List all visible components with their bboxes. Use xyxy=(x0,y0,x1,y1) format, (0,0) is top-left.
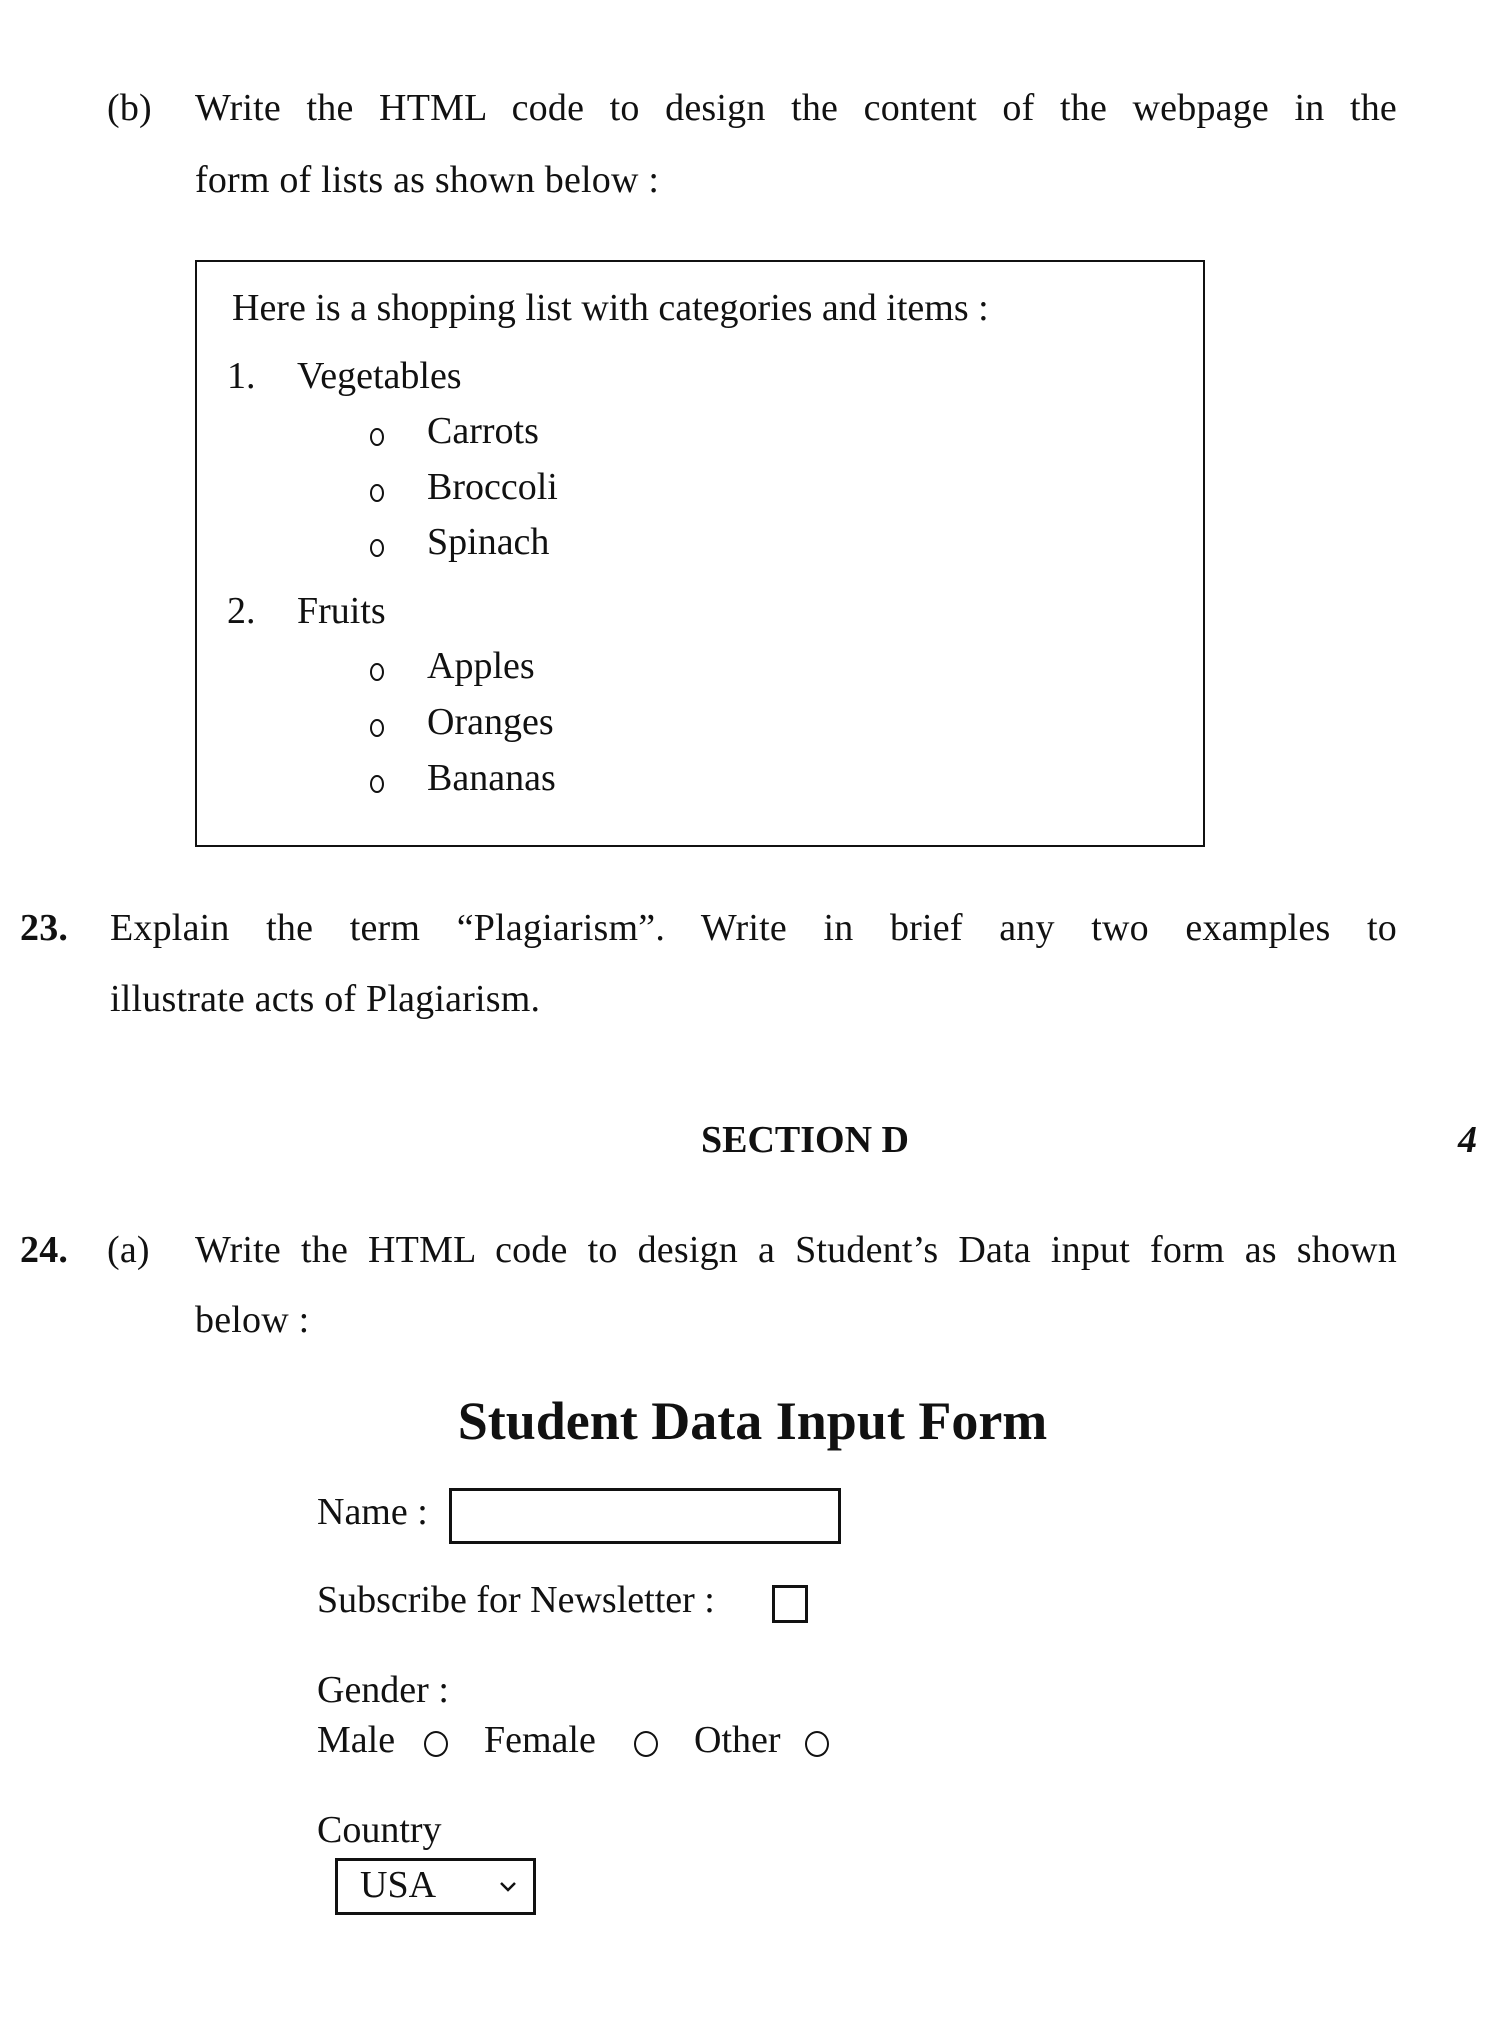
circle-bullet-icon xyxy=(370,428,384,446)
circle-bullet-icon xyxy=(370,663,384,681)
gender-radio-female[interactable] xyxy=(634,1731,658,1757)
question-24-sub-label: (a) xyxy=(107,1229,150,1271)
list-item: Apples xyxy=(427,645,535,687)
country-select[interactable] xyxy=(335,1858,536,1915)
list-item: Broccoli xyxy=(427,466,558,508)
question-b-label: (b) xyxy=(107,87,152,129)
list-item: Carrots xyxy=(427,410,539,452)
question-23-number: 23. xyxy=(20,907,69,949)
category-name: Fruits xyxy=(297,590,386,632)
chevron-down-icon xyxy=(497,1875,519,1897)
question-24-number: 24. xyxy=(20,1229,69,1271)
shopping-list-intro: Here is a shopping list with categories and items : xyxy=(232,287,989,329)
gender-option-male-label: Male xyxy=(317,1719,396,1761)
gender-label: Gender : xyxy=(317,1669,449,1711)
name-label: Name : xyxy=(317,1491,428,1533)
shopping-list-box xyxy=(195,260,1205,847)
category-name: Vegetables xyxy=(297,355,462,397)
subscribe-checkbox[interactable] xyxy=(772,1585,808,1623)
name-input[interactable] xyxy=(449,1488,841,1544)
gender-radio-other[interactable] xyxy=(805,1731,829,1757)
circle-bullet-icon xyxy=(370,484,384,502)
form-title: Student Data Input Form xyxy=(457,1391,1048,1451)
question-b-text-line2: form of lists as shown below : xyxy=(195,159,660,201)
gender-option-other-label: Other xyxy=(694,1719,781,1761)
question-b-text-line1: Write the HTML code to design the content of the webpage in the xyxy=(195,87,1397,129)
question-24-text-line2: below : xyxy=(195,1299,310,1341)
list-item: Bananas xyxy=(427,757,556,799)
country-selected-value: USA xyxy=(360,1864,437,1906)
subscribe-label: Subscribe for Newsletter : xyxy=(317,1579,715,1621)
country-label: Country xyxy=(317,1809,442,1851)
section-title: SECTION D xyxy=(701,1119,909,1161)
circle-bullet-icon xyxy=(370,775,384,793)
list-item: Oranges xyxy=(427,701,554,743)
question-24-text-line1: Write the HTML code to design a Student’s Data input form as shown xyxy=(195,1229,1397,1271)
circle-bullet-icon xyxy=(370,719,384,737)
question-23-text-line1: Explain the term “Plagiarism”. Write in brief any two examples to xyxy=(110,907,1397,949)
category-number: 2. xyxy=(227,590,256,632)
category-number: 1. xyxy=(227,355,256,397)
gender-option-female-label: Female xyxy=(484,1719,596,1761)
section-marks: 4 xyxy=(1458,1119,1477,1161)
list-item: Spinach xyxy=(427,521,550,563)
circle-bullet-icon xyxy=(370,539,384,557)
gender-radio-male[interactable] xyxy=(424,1731,448,1757)
question-23-text-line2: illustrate acts of Plagiarism. xyxy=(110,978,541,1020)
